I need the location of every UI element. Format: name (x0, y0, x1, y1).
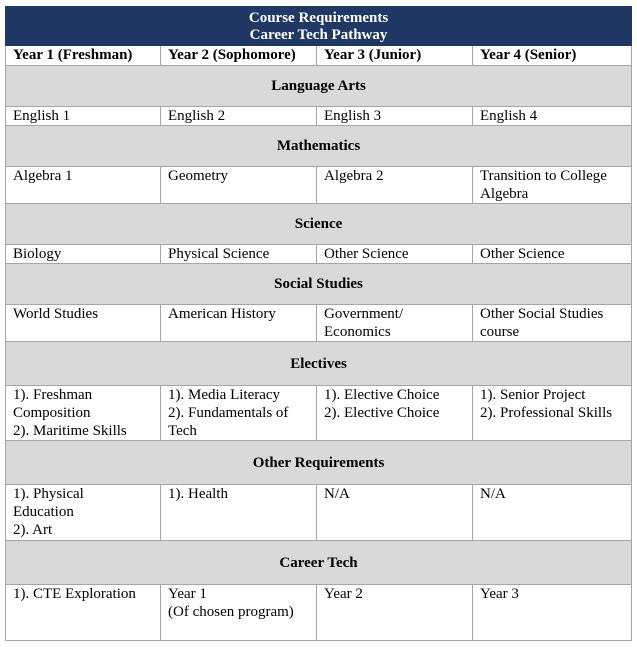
section-title-electives: Electives (6, 342, 632, 386)
column-header-year-3: Year 3 (Junior) (317, 46, 473, 66)
table-cell (317, 585, 473, 641)
title-line-2: Career Tech Pathway (249, 27, 388, 43)
section-title-mathematics: Mathematics (6, 126, 632, 167)
cell-text: Algebra 1 (13, 168, 73, 184)
section-header-row (6, 441, 632, 485)
table-cell (317, 305, 473, 342)
column-header-year-2: Year 2 (Sophomore) (161, 46, 317, 66)
cell-text: 2). Elective Choice (324, 405, 440, 421)
cell-text: course (480, 324, 520, 340)
table-row (6, 245, 632, 264)
table-cell (6, 245, 161, 264)
cell-text: English 1 (13, 108, 71, 124)
table-cell (161, 585, 317, 641)
cell-text: English 3 (324, 108, 382, 124)
table-cell (6, 585, 161, 641)
table-cell (161, 245, 317, 264)
table-cell (161, 305, 317, 342)
table-cell (161, 386, 317, 441)
cell-text: 1). Freshman (13, 387, 93, 403)
table-cell (473, 107, 632, 126)
cell-text: N/A (324, 486, 350, 502)
cell-text: Other Science (480, 246, 565, 262)
cell-text: Year 1 (168, 586, 207, 602)
table-cell (6, 107, 161, 126)
cell-text: Other Science (324, 246, 409, 262)
table-cell (6, 386, 161, 441)
cell-text: 1). Health (168, 486, 228, 502)
section-title-other-requirements: Other Requirements (6, 441, 632, 485)
section-header-row (6, 264, 632, 305)
table-cell (473, 386, 632, 441)
cell-text: Year 3 (480, 586, 519, 602)
cell-text: 1). Senior Project (480, 387, 586, 403)
cell-text: 1). Elective Choice (324, 387, 440, 403)
section-title-career-tech: Career Tech (6, 541, 632, 585)
title-row (6, 7, 632, 46)
section-header-row (6, 66, 632, 107)
cell-text: English 4 (480, 108, 538, 124)
cell-text: 1). Media Literacy (168, 387, 281, 403)
column-header-year-4: Year 4 (Senior) (473, 46, 632, 66)
table-row (6, 167, 632, 204)
cell-text: Other Social Studies (480, 306, 604, 322)
cell-text: Economics (324, 324, 391, 340)
table-cell (473, 167, 632, 204)
section-title-science: Science (6, 204, 632, 245)
table-cell (317, 167, 473, 204)
column-header-year-1: Year 1 (Freshman) (6, 46, 161, 66)
table-cell (6, 485, 161, 541)
section-header-row (6, 342, 632, 386)
table-row (6, 585, 632, 641)
table-cell (317, 485, 473, 541)
table-row (6, 485, 632, 541)
cell-text: American History (168, 306, 276, 322)
section-header-row (6, 204, 632, 245)
section-title-language-arts: Language Arts (6, 66, 632, 107)
cell-text: 2). Art (13, 522, 53, 538)
cell-text: Year 2 (324, 586, 363, 602)
table-title (6, 7, 632, 46)
course-requirements-table (5, 6, 632, 641)
table-cell (317, 386, 473, 441)
table-cell (6, 167, 161, 204)
table-cell (473, 485, 632, 541)
cell-text: 1). Physical (13, 486, 84, 502)
cell-text: Geometry (168, 168, 228, 184)
table-row (6, 305, 632, 342)
cell-text: N/A (480, 486, 506, 502)
table-cell (6, 305, 161, 342)
table-row (6, 386, 632, 441)
cell-text: Composition (13, 405, 91, 421)
cell-text: (Of chosen program) (168, 604, 294, 620)
cell-text: Algebra (480, 186, 529, 202)
table-cell (473, 305, 632, 342)
cell-text: Tech (168, 423, 197, 439)
section-header-row (6, 126, 632, 167)
cell-text: English 2 (168, 108, 226, 124)
cell-text: 2). Professional Skills (480, 405, 613, 421)
table-cell (161, 485, 317, 541)
cell-text: World Studies (13, 306, 99, 322)
title-line-1: Course Requirements (248, 10, 389, 26)
section-header-row (6, 541, 632, 585)
table-cell (473, 245, 632, 264)
cell-text: Education (13, 504, 74, 520)
cell-text: Biology (13, 246, 62, 262)
cell-text: 2). Fundamentals of (168, 405, 289, 421)
cell-text: Algebra 2 (324, 168, 384, 184)
cell-text: 2). Maritime Skills (13, 423, 127, 439)
header-row (6, 46, 632, 66)
table-row (6, 107, 632, 126)
table-cell (473, 585, 632, 641)
table-cell (317, 107, 473, 126)
section-title-social-studies: Social Studies (6, 264, 632, 305)
cell-text: Physical Science (168, 246, 270, 262)
cell-text: 1). CTE Exploration (13, 586, 136, 602)
cell-text: Transition to College (480, 168, 607, 184)
table-cell (161, 167, 317, 204)
table-cell (317, 245, 473, 264)
table-cell (161, 107, 317, 126)
cell-text: Government/ (324, 306, 404, 322)
